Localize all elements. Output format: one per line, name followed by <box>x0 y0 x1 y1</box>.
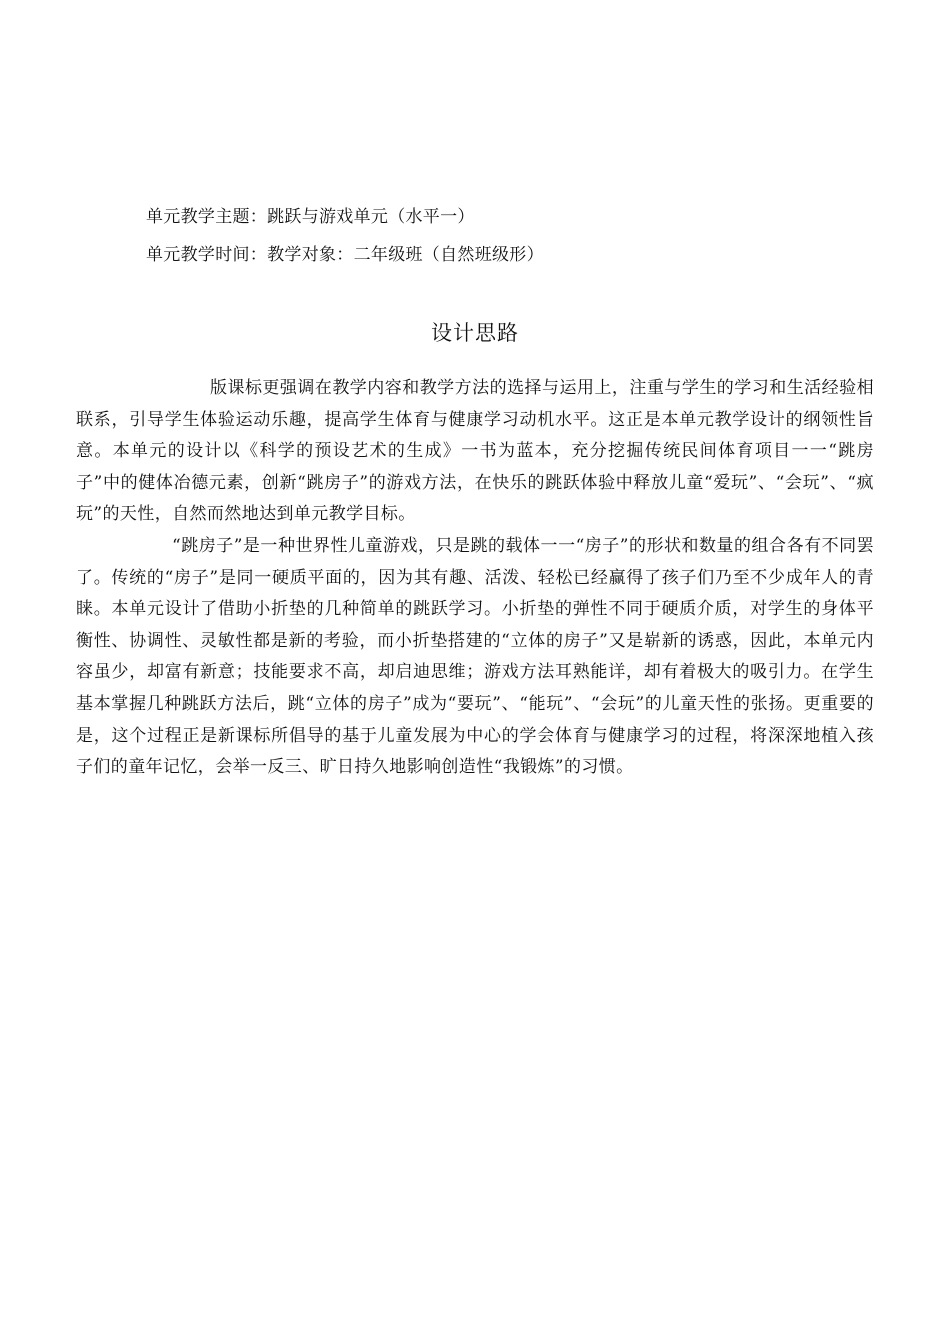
paragraph-2: “跳房子”是一种世界性儿童游戏，只是跳的载体一一“房子”的形状和数量的组合各有不同罢了。传统的“房子”是同一硬质平面的，因为其有趣、活泼、轻松已经赢得了孩子们乃至不少成年人的青睐。本单元设计了借助小折垫的几种简单的跳跃学习。小折垫的弹性不同于硬质介质，对学生的身体平衡性、协调性、灵敏性都是新的考验，而小折垫搭建的“立体的房子”又是崭新的诱惑，因此，本单元内容虽少，却富有新意；技能要求不高，却启迪思维；游戏方法耳熟能详，却有着极大的吸引力。在学生基本掌握几种跳跃方法后，跳“立体的房子”成为“要玩”、“能玩”、“会玩”的儿童天性的张扬。更重要的是，这个过程正是新课标所倡导的基于儿童发展为中心的学会体育与健康学习的过程，将深深地植入孩子们的童年记忆，会举一反三、旷日持久地影响创造性“我锻炼”的习惯。 <box>76 535 874 778</box>
unit-theme-line: 单元教学主题：跳跃与游戏单元（水平一） <box>146 207 475 227</box>
paragraph-1: 版课标更强调在教学内容和教学方法的选择与运用上，注重与学生的学习和生活经验相联系，引导学生体验运动乐趣，提高学生体育与健康学习动机水平。这正是本单元教学设计的纲领性旨意。本单元的设计以《科学的预设艺术的生成》一书为蓝本，充分挖掘传统民间体育项目一一“跳房子”中的健体冶德元素，创新“跳房子”的游戏方法，在快乐的跳跃体验中释放儿童“爱玩”、“会玩”、“疯玩”的天性，自然而然地达到单元教学目标。 <box>76 378 874 525</box>
unit-time-line: 单元教学时间：教学对象：二年级班（自然班级形） <box>146 245 544 265</box>
body-text <box>76 373 874 784</box>
section-title: 设计思路 <box>431 321 519 345</box>
